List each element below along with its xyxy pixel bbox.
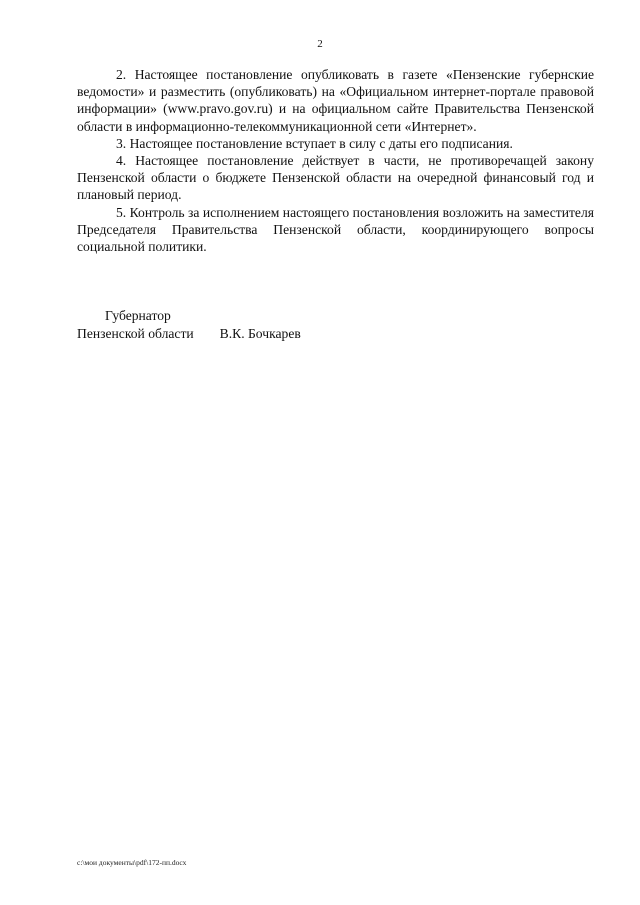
footer-file-path: c:\мои документы\pdf\172-пп.docx [77, 858, 187, 867]
page-number: 2 [317, 38, 323, 50]
signature-block [77, 307, 301, 342]
signatory-name: В.К. Бочкарев [219, 325, 301, 341]
signature-region-line [77, 325, 301, 343]
paragraph-publish: 2. Настоящее постановление опубликовать в газете «Пензенские губернские ведомости» и разместить (опубликовать) на «Официальном интернет-портале правовой информации» (www.pravo.gov.ru) и на официальном сайте Правительства Пензенской области в информационно-телекоммуникационной сети «Интернет». [77, 67, 594, 134]
paragraph-effective-date: 3. Настоящее постановление вступает в силу с даты его подписания. [116, 135, 513, 151]
signature-title: Губернатор [105, 308, 171, 323]
signature-region: Пензенской области [77, 325, 194, 341]
paragraph-budget-law: 4. Настоящее постановление действует в части, не противоречащей закону Пензенской области о бюджете Пензенской области на очередной финансовый год и плановый период. [77, 153, 594, 203]
document-body [77, 66, 594, 255]
paragraph-control: 5. Контроль за исполнением настоящего постановления возложить на заместителя Председателя Правительства Пензенской области, координирующего вопросы социальной политики. [77, 204, 594, 255]
